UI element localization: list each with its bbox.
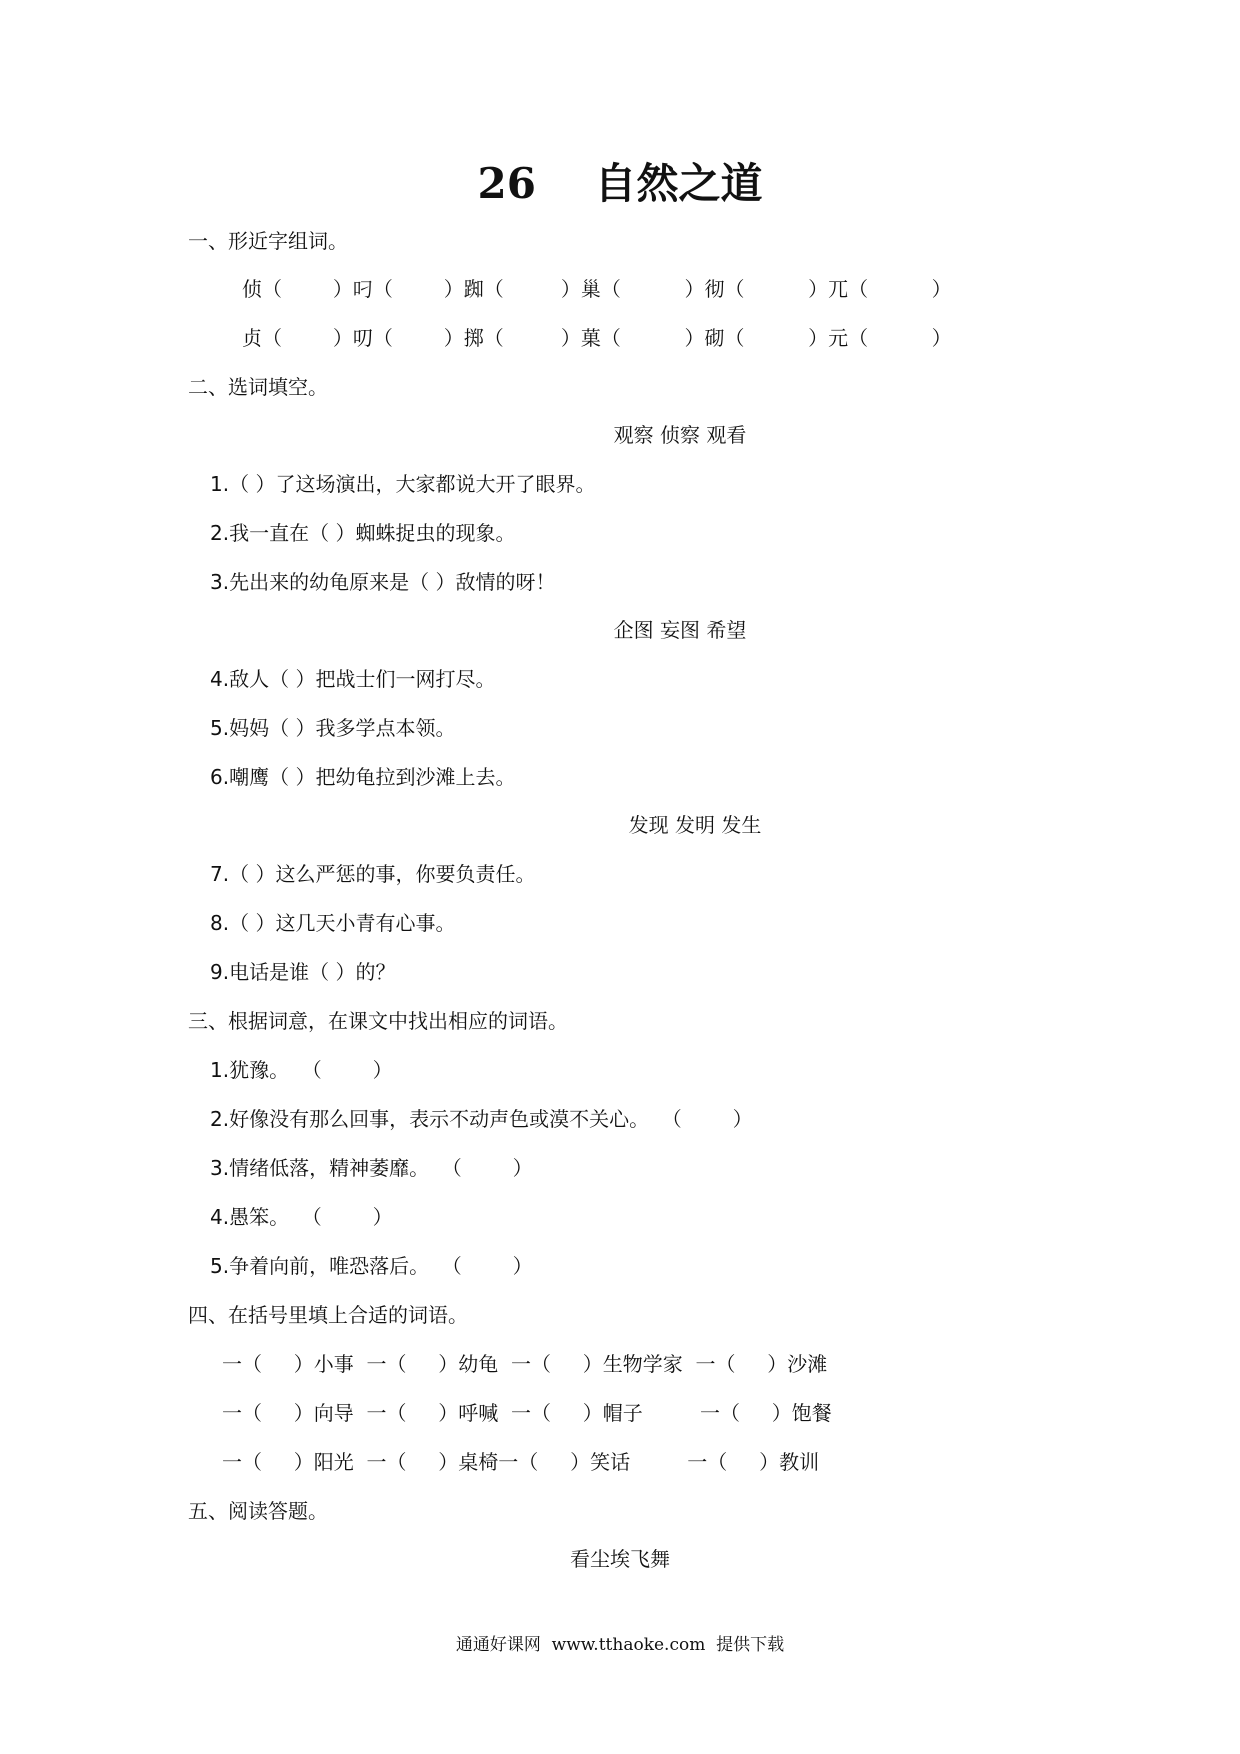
fill-item-5: 5.妈妈（ ）我多学点本领。 bbox=[210, 716, 456, 740]
meaning-item-5: 5.争着向前，唯恐落后。 （ ） bbox=[210, 1254, 533, 1278]
fill-item-1: 1.（ ）了这场演出，大家都说大开了眼界。 bbox=[210, 472, 596, 496]
meaning-item-3: 3.情绪低落，精神萎靡。 （ ） bbox=[210, 1156, 533, 1180]
section-1-heading: 一、形近字组词。 bbox=[188, 229, 348, 253]
fill-item-4: 4.敌人（ ）把战士们一网打尽。 bbox=[210, 667, 496, 691]
fill-item-2: 2.我一直在（ ）蜘蛛捉虫的现象。 bbox=[210, 521, 516, 545]
meaning-item-4: 4.愚笨。 （ ） bbox=[210, 1205, 393, 1229]
char-row-1: 侦（ ）叼（ ）踟（ ）巢（ ）彻（ ）兀（ ） bbox=[242, 277, 952, 301]
word-options-3: 发现 发明 发生 bbox=[628, 813, 762, 837]
fill-item-6: 6.嘲鹰（ ）把幼龟拉到沙滩上去。 bbox=[210, 765, 516, 789]
section-2-heading: 二、选词填空。 bbox=[188, 375, 328, 399]
meaning-item-2: 2.好像没有那么回事，表示不动声色或漠不关心。 （ ） bbox=[210, 1107, 753, 1131]
passage-title: 看尘埃飞舞 bbox=[570, 1547, 670, 1571]
fill-item-8: 8.（ ）这几天小青有心事。 bbox=[210, 911, 456, 935]
section-5-heading: 五、阅读答题。 bbox=[188, 1499, 328, 1523]
fill-item-7: 7.（ ）这么严惩的事，你要负责任。 bbox=[210, 862, 536, 886]
word-options-1: 观察 侦察 观看 bbox=[613, 423, 747, 447]
fill-item-3: 3.先出来的幼龟原来是（ ）敌情的呀！ bbox=[210, 570, 556, 594]
section-4-heading: 四、在括号里填上合适的词语。 bbox=[188, 1303, 468, 1327]
measure-word-row-3: 一（ ）阳光 一（ ）桌椅一（ ）笑话 一（ ）教训 bbox=[222, 1450, 820, 1474]
footer-source: 通通好课网 www.tthaoke.com 提供下载 bbox=[455, 1635, 785, 1655]
measure-word-row-2: 一（ ）向导 一（ ）呼喊 一（ ）帽子 一（ ）饱餐 bbox=[222, 1401, 832, 1425]
section-3-heading: 三、根据词意，在课文中找出相应的词语。 bbox=[188, 1009, 568, 1033]
char-row-2: 贞（ ）叨（ ）掷（ ）菓（ ）砌（ ）元（ ） bbox=[242, 326, 952, 350]
page-title: 26 自然之道 bbox=[477, 159, 763, 208]
word-options-2: 企图 妄图 希望 bbox=[613, 618, 747, 642]
meaning-item-1: 1.犹豫。 （ ） bbox=[210, 1058, 393, 1082]
fill-item-9: 9.电话是谁（ ）的？ bbox=[210, 960, 396, 984]
measure-word-row-1: 一（ ）小事 一（ ）幼龟 一（ ）生物学家 一（ ）沙滩 bbox=[222, 1352, 828, 1376]
